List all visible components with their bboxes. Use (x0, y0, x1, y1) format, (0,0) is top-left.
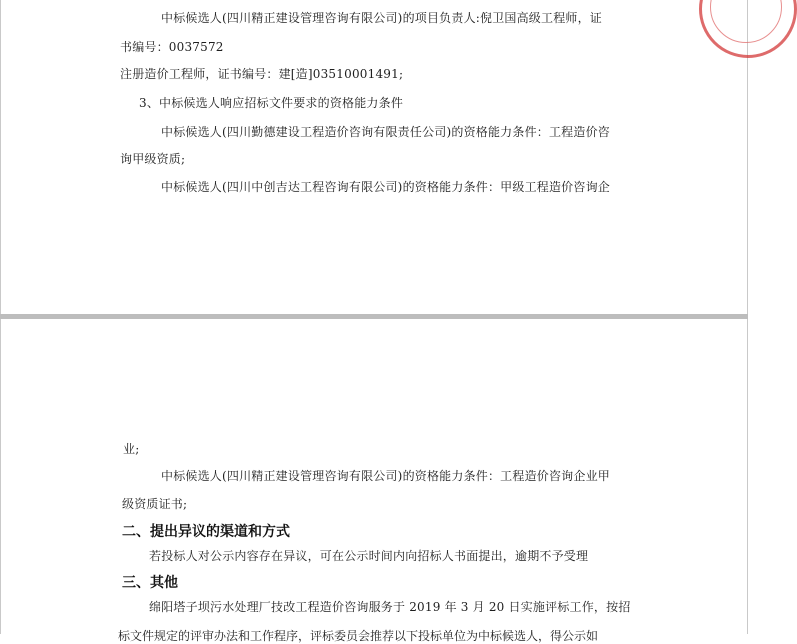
paragraph-line: 中标候选人(四川勤德建设工程造价咨询有限责任公司)的资格能力条件：工程造价咨 (161, 125, 610, 139)
paragraph-line-cut: 标文件规定的评审办法和工作程序，评标委员会推荐以下投标单位为中标候选人，得公示如 (118, 629, 599, 643)
document-page-1 (0, 0, 748, 314)
paragraph-line: 注册造价工程师，证书编号：建[造]03510001491; (120, 67, 404, 81)
paragraph-line: 若投标人对公示内容存在异议，可在公示时间内向招标人书面提出，逾期不予受理 (149, 549, 589, 563)
section-heading-other: 三、其他 (122, 575, 178, 591)
paragraph-line: 中标候选人(四川精正建设管理咨询有限公司)的资格能力条件：工程造价咨询企业甲 (161, 469, 610, 483)
document-page-2 (0, 319, 748, 634)
paragraph-line: 询甲级资质; (120, 152, 186, 166)
partially-visible-line (118, 622, 623, 643)
paragraph-line: 书编号：0037572 (120, 40, 224, 54)
section-item-title: 3、中标候选人响应招标文件要求的资格能力条件 (139, 96, 404, 110)
red-seal-stamp (699, 0, 797, 58)
paragraph-line: 中标候选人(四川中创吉达工程咨询有限公司)的资格能力条件：甲级工程造价咨询企 (161, 180, 610, 194)
paragraph-line: 业; (123, 442, 140, 456)
section-heading-objection: 二、提出异议的渠道和方式 (122, 524, 290, 540)
paragraph-line: 绵阳塔子坝污水处理厂技改工程造价咨询服务于 2019 年 3 月 20 日实施评标工作，按招 (149, 600, 631, 614)
paragraph-line: 中标候选人(四川精正建设管理咨询有限公司)的项目负责人:倪卫国高级工程师，证 (161, 11, 603, 25)
paragraph-line: 级资质证书; (122, 497, 188, 511)
